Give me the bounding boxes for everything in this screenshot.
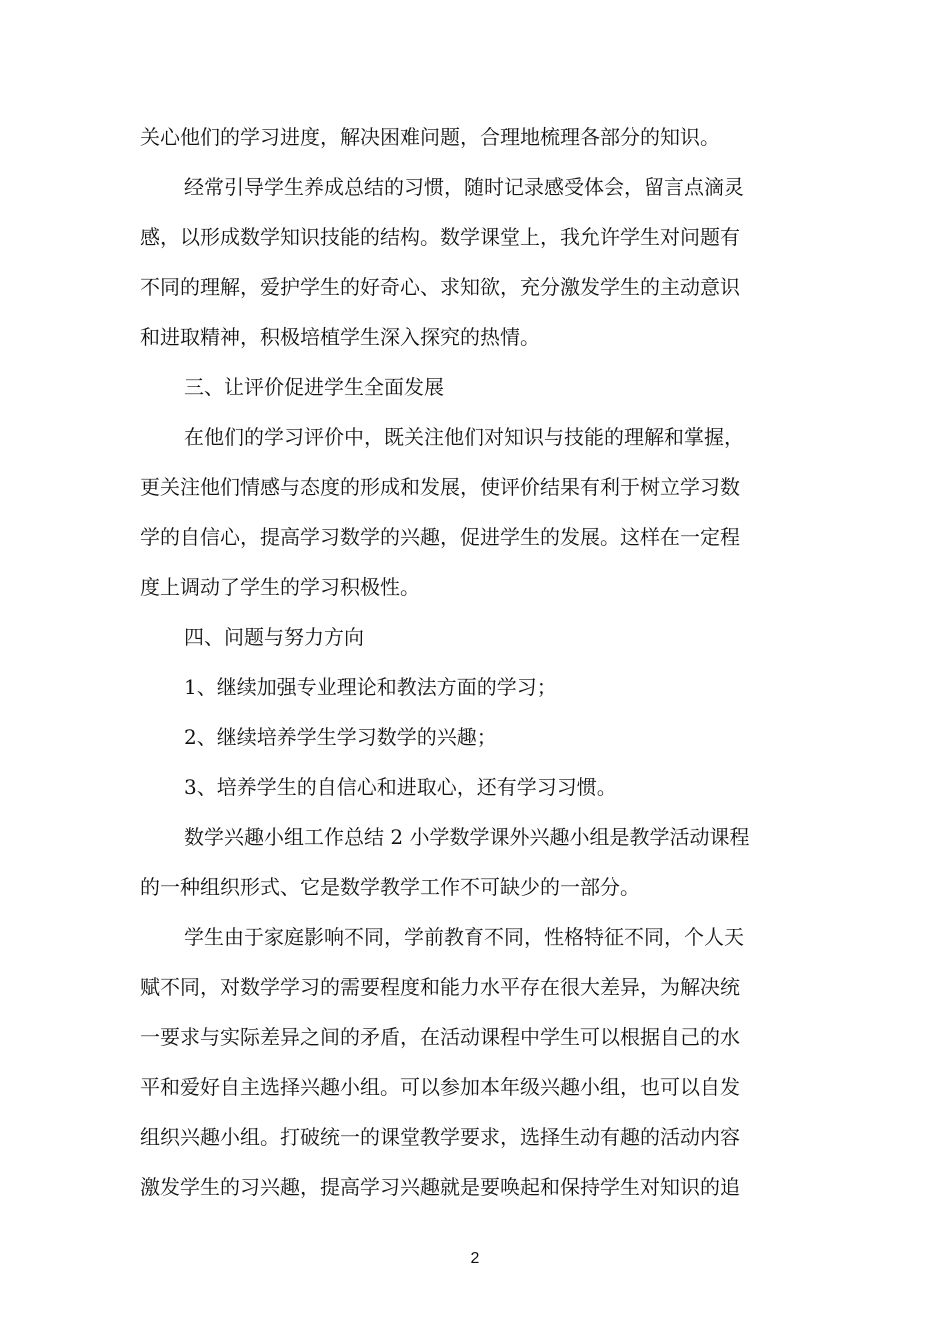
list-item: 2、继续培养学生学习数学的兴趣；	[184, 725, 497, 749]
text-line: 一要求与实际差异之间的矛盾，在活动课程中学生可以根据自己的水	[140, 1025, 740, 1049]
list-item: 1、继续加强专业理论和教法方面的学习；	[184, 675, 557, 699]
text-line: 在他们的学习评价中，既关注他们对知识与技能的理解和掌握，	[184, 425, 744, 449]
text-line: 关心他们的学习进度，解决困难问题，合理地梳理各部分的知识。	[140, 125, 720, 149]
text-line: 度上调动了学生的学习积极性。	[140, 575, 420, 599]
text-line: 的一种组织形式、它是数学教学工作不可缺少的一部分。	[140, 875, 640, 899]
text-line: 和进取精神，积极培植学生深入探究的热情。	[140, 325, 540, 349]
text-line: 数学兴趣小组工作总结 2 小学数学课外兴趣小组是教学活动课程	[184, 825, 750, 849]
section-heading: 三、让评价促进学生全面发展	[184, 375, 444, 399]
text-line: 赋不同，对数学学习的需要程度和能力水平存在很大差异，为解决统	[140, 975, 740, 999]
text-line: 平和爱好自主选择兴趣小组。可以参加本年级兴趣小组，也可以自发	[140, 1075, 740, 1099]
page-number: 2	[470, 1250, 480, 1267]
text-line: 学生由于家庭影响不同，学前教育不同，性格特征不同，个人天	[184, 925, 744, 949]
text-line: 更关注他们情感与态度的形成和发展，使评价结果有利于树立学习数	[140, 475, 740, 499]
section-heading: 四、问题与努力方向	[184, 625, 364, 649]
text-line: 经常引导学生养成总结的习惯，随时记录感受体会，留言点滴灵	[184, 175, 744, 199]
text-line: 不同的理解，爱护学生的好奇心、求知欲，充分激发学生的主动意识	[140, 275, 740, 299]
text-line: 感，以形成数学知识技能的结构。数学课堂上，我允许学生对问题有	[140, 225, 740, 249]
text-line: 激发学生的习兴趣，提高学习兴趣就是要唤起和保持学生对知识的追	[140, 1175, 740, 1199]
text-line: 组织兴趣小组。打破统一的课堂教学要求，选择生动有趣的活动内容	[140, 1125, 740, 1149]
list-item: 3、培养学生的自信心和进取心，还有学习习惯。	[184, 775, 617, 799]
document-body	[140, 112, 820, 1212]
text-line: 学的自信心，提高学习数学的兴趣，促进学生的发展。这样在一定程	[140, 525, 740, 549]
